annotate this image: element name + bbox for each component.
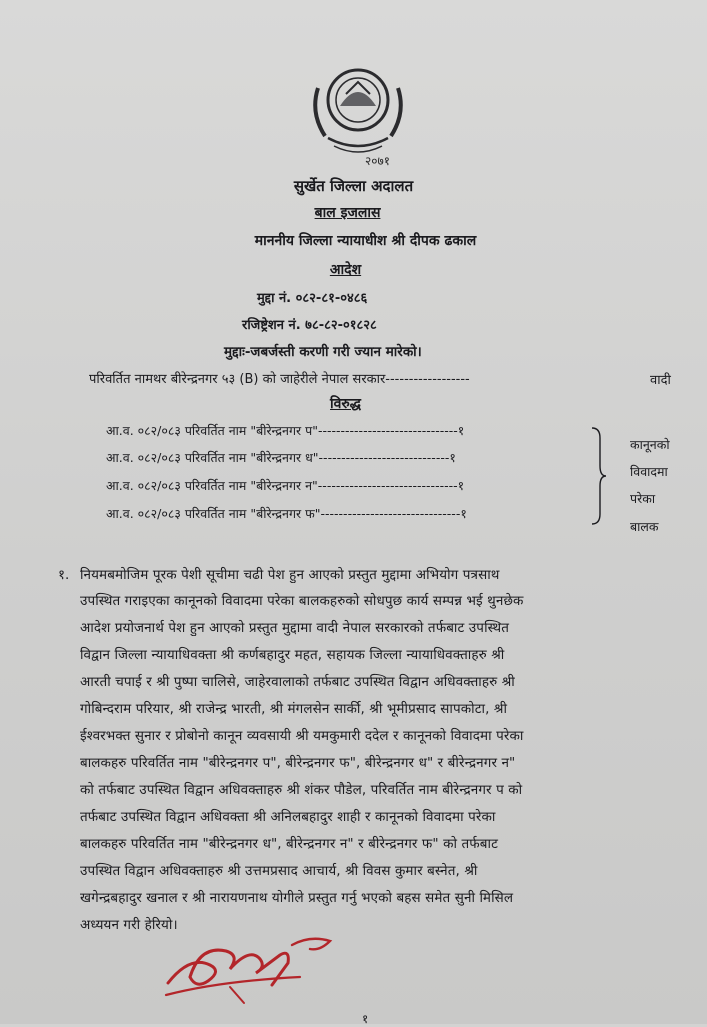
paragraph-line: उपस्थित गराइएका कानूनको विवादमा परेका बालकहरुको सोधपुछ कार्य सम्पन्न भई थुनछेक: [80, 593, 524, 609]
paragraph-line: बालकहरु परिवर्तित नाम "बीरेन्द्रनगर प", बीरेन्द्रनगर फ", बीरेन्द्रनगर ध" र बीरेन्द्रनगर न": [80, 755, 516, 771]
bench-name: बाल इजलास: [314, 205, 381, 221]
paragraph-line: उपस्थित विद्वान अधिवक्ताहरु श्री उत्तमप्रसाद आचार्य, श्री विवस कुमार बस्नेत, श्री: [80, 863, 478, 879]
paragraph-line: नियमबमोजिम पूरक पेशी सूचीमा चढी पेश हुन आएको प्रस्तुत मुद्दामा अभियोग पत्रसाथ: [80, 567, 500, 583]
defendant-line-1: आ.व. ०८२/०८३ परिवर्तित नाम "बीरेन्द्रनगर प"-------------------------------१: [106, 423, 465, 438]
child-role-line-4: बालक: [630, 519, 659, 534]
case-number: मुद्दा नं. ०८२-८१-०४८६: [257, 291, 368, 306]
court-emblem: [300, 58, 418, 166]
child-role-line-2: विवादमा: [630, 464, 668, 479]
defendant-line-4: आ.व. ०८२/०८३ परिवर्तित नाम "बीरेन्द्रनगर फ"-------------------------------१: [106, 506, 467, 521]
paragraph-line: आरती चपाई र श्री पुष्पा चालिसे, जाहेरवालाको तर्फबाट उपस्थित विद्वान अधिवक्ताहरु श्री: [80, 674, 515, 690]
judge-name: माननीय जिल्ला न्यायाधीश श्री दीपक ढकाल: [254, 233, 477, 249]
page-number: १: [362, 1012, 369, 1026]
paragraph-line: खगेन्द्रबहादुर खनाल र श्री नारायणनाथ योगीले प्रस्तुत गर्नु भएको बहस समेत सुनी मिसिल: [80, 890, 514, 906]
plaintiff-line: परिवर्तित नामथर बीरेन्द्रनगर ५३ (B) को जाहेरीले नेपाल सरकार------------------: [89, 372, 470, 387]
case-subject: मुद्दाः-जबर्जस्ती करणी गरी ज्यान मारेको।: [224, 344, 422, 360]
child-role-line-3: परेका: [630, 491, 656, 506]
paragraph-number: १.: [58, 567, 70, 583]
defendant-brace: [590, 426, 608, 526]
paragraph-line: गोबिन्दराम परियार, श्री राजेन्द्र भारती, श्री मंगलसेन सार्की, श्री भूमीप्रसाद सापकोटा, श्री: [80, 701, 508, 717]
order-title: आदेश: [329, 262, 362, 278]
registration-number: रजिष्ट्रेशन नं. ७८-८२-०१८२८: [242, 318, 377, 333]
paragraph-line: तर्फबाट उपस्थित विद्वान अधिवक्ता श्री अनिलबहादुर शाही र कानूनको विवादमा परेका: [80, 809, 496, 825]
paragraph-line: आदेश प्रयोजनार्थ पेश हुन आएको प्रस्तुत मुद्दामा वादी नेपाल सरकारको तर्फबाट उपस्थित: [80, 620, 510, 636]
paragraph-line: को तर्फबाट उपस्थित विद्वान अधिवक्ताहरु श्री शंकर पौडेल, परिवर्तित नाम बीरेन्द्रनगर प को: [80, 782, 523, 798]
judge-signature: [160, 925, 340, 1005]
paragraph-line: ईश्वरभक्त सुनार र प्रोबोनो कानून व्यवसायी श्री यमकुमारी ददेल र कानूनको विवादमा परेका: [80, 728, 524, 744]
defendant-line-2: आ.व. ०८२/०८३ परिवर्तित नाम "बीरेन्द्रनगर ध"-----------------------------१: [106, 450, 456, 465]
defendant-line-3: आ.व. ०८२/०८३ परिवर्तित नाम "बीरेन्द्रनगर न"-------------------------------१: [106, 478, 465, 493]
child-role-line-1: कानूनको: [630, 437, 670, 452]
paragraph-line: विद्वान जिल्ला न्यायाधिवक्ता श्री कर्णबहादुर महत, सहायक जिल्ला न्यायाधिवक्ताहरु श्री: [80, 647, 505, 663]
paragraph-line: बालकहरु परिवर्तित नाम "बीरेन्द्रनगर ध", बीरेन्द्रनगर न" र बीरेन्द्रनगर फ" को तर्फबाट: [80, 836, 498, 852]
emblem-caption: २०७१: [365, 154, 390, 168]
versus-heading: विरुद्ध: [330, 396, 361, 412]
court-name: सुर्खेत जिल्ला अदालत: [293, 177, 414, 195]
plaintiff-role: वादी: [650, 373, 671, 388]
paragraph-line: अध्ययन गरी हेरियो।: [80, 917, 178, 933]
